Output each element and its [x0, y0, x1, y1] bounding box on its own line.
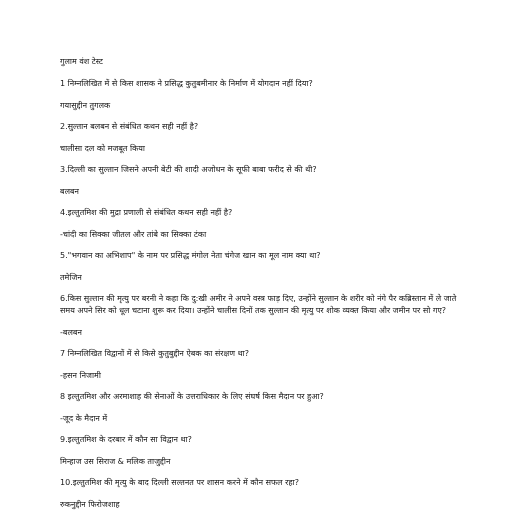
document-body: [60, 56, 460, 512]
document-title: गुलाम वंश टेस्ट: [60, 57, 103, 66]
question-3: 3.दिल्ली का सुल्तान जिसने अपनी बेटी की शादी अजोधन के सूफी बाबा फरीद से की थी?: [60, 165, 317, 174]
answer-3: बलबन: [60, 186, 79, 196]
answer-10: रुकनुद्दीन फिरोजशाह: [60, 499, 120, 509]
question-8: 8 इल्तुतमिश और अरमाशाह की सेनाओं के उत्तराधिकार के लिए संघर्ष किस मैदान पर हुआ?: [60, 392, 324, 401]
answer-9: मिन्हाज उस सिराज & मलिक ताजुद्दीन: [60, 456, 171, 466]
question-4: 4.इल्तुतमिश की मुद्रा प्रणाली से संबंधित कथन सही नहीं है?: [60, 208, 233, 217]
answer-1: गयासुद्दीन तुगलक: [60, 100, 111, 110]
question-7: 7 निम्नलिखित विद्वानों में से किसे कुतुबुद्दीन ऐबक का संरक्षण था?: [60, 349, 249, 358]
answer-2: चालीसा दल को मजबूत किया: [60, 143, 145, 153]
answer-8: -जूद के मैदान में: [60, 413, 108, 423]
question-5: 5."भगवान का अभिशाप" के नाम पर प्रसिद्ध मंगोल नेता चंगेज खान का मूल नाम क्या था?: [60, 251, 321, 260]
answer-4: -चांदी का सिक्का जीतल और तांबे का सिक्का टंका: [60, 229, 207, 239]
question-1: 1 निम्नलिखित में से किस शासक ने प्रसिद्ध कुतुबमीनार के निर्माण में योगदान नहीं दिया?: [60, 79, 313, 88]
question-9: 9.इल्तुतमिश के दरबार में कौन सा विद्वान था?: [60, 435, 192, 444]
answer-6: -बलबन: [60, 327, 82, 337]
answer-5: तमेजिन: [60, 272, 82, 282]
question-6: 6.किस सुल्तान की मृत्यु पर बरनी ने कहा कि दु:खी अमीर ने अपने वस्त्र फाड़ दिए, उन्होंने सुल्तान के शरीर को नंगे पैर कब्रिस्तान में ले जाते समय अपने सिर को धूल चटाना शुरू कर दिया। उन्होंने चालीस दिनों तक सुल्तान की मृत्यु पर शोक व्यक्त किया और जमीन पर सो गए?: [60, 294, 457, 315]
question-10: 10.इल्तुतमिश की मृत्यु के बाद दिल्ली सल्तनत पर शासन करने में कौन सफल रहा?: [60, 478, 299, 487]
question-2: 2.सुल्तान बलबन से संबंधित कथन सही नहीं है?: [60, 122, 199, 131]
answer-7: -हसन निजामी: [60, 370, 101, 380]
